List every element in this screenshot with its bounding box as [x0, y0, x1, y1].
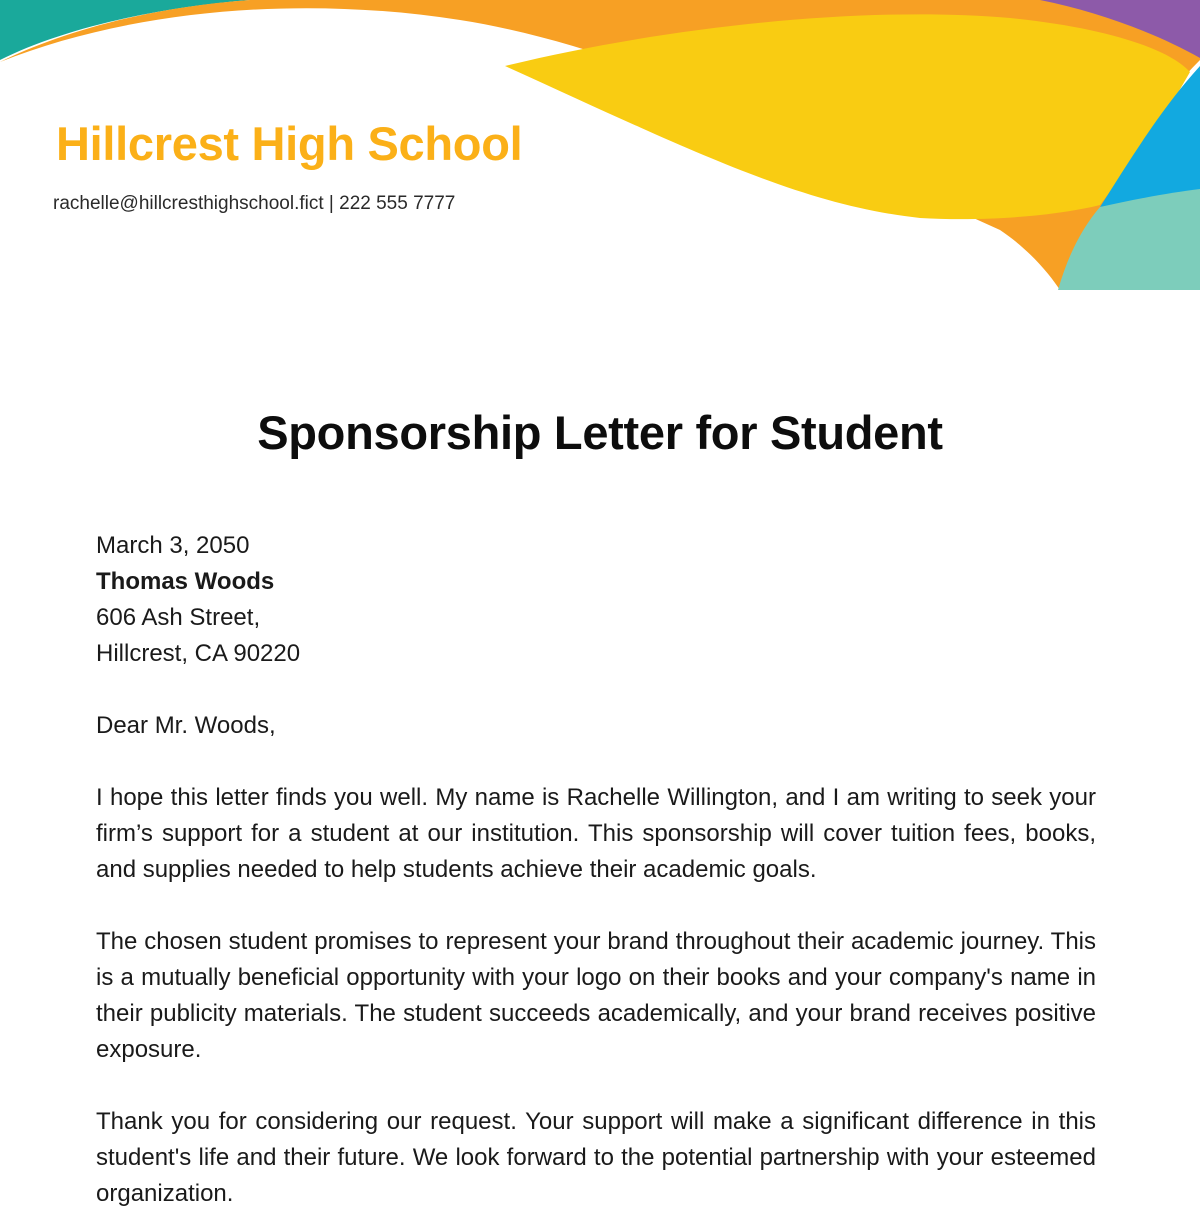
contact-info: rachelle@hillcresthighschool.fict | 222 555 7777 [53, 193, 456, 214]
school-name: Hillcrest High School [56, 117, 523, 170]
paragraph-benefits: The chosen student promises to represent your brand throughout their academic journey. This is a mutually beneficial opportunity with your logo on their books and your company's name in their publicity materials. The student succeeds academically, and your brand receives positive exposure. [96, 928, 1096, 1063]
paragraph-closing: Thank you for considering our request. Your support will make a significant difference in this student's life and their future. We look forward to the potential partnership with your esteemed organization. [96, 1108, 1096, 1207]
paragraph-intro: I hope this letter finds you well. My name is Rachelle Willington, and I am writing to seek your firm’s support for a student at our institution. This sponsorship will cover tuition fees, books, and supplies needed to help students achieve their academic goals. [96, 784, 1096, 883]
letter-date: March 3, 2050 [96, 532, 250, 559]
salutation: Dear Mr. Woods, [96, 712, 276, 739]
document-title: Sponsorship Letter for Student [257, 406, 943, 459]
recipient-name: Thomas Woods [96, 568, 275, 595]
yellow-wave-shape [505, 14, 1190, 219]
address-line-2: Hillcrest, CA 90220 [96, 640, 301, 667]
letter-body [96, 528, 1096, 1212]
address-line-1: 606 Ash Street, [96, 604, 261, 631]
